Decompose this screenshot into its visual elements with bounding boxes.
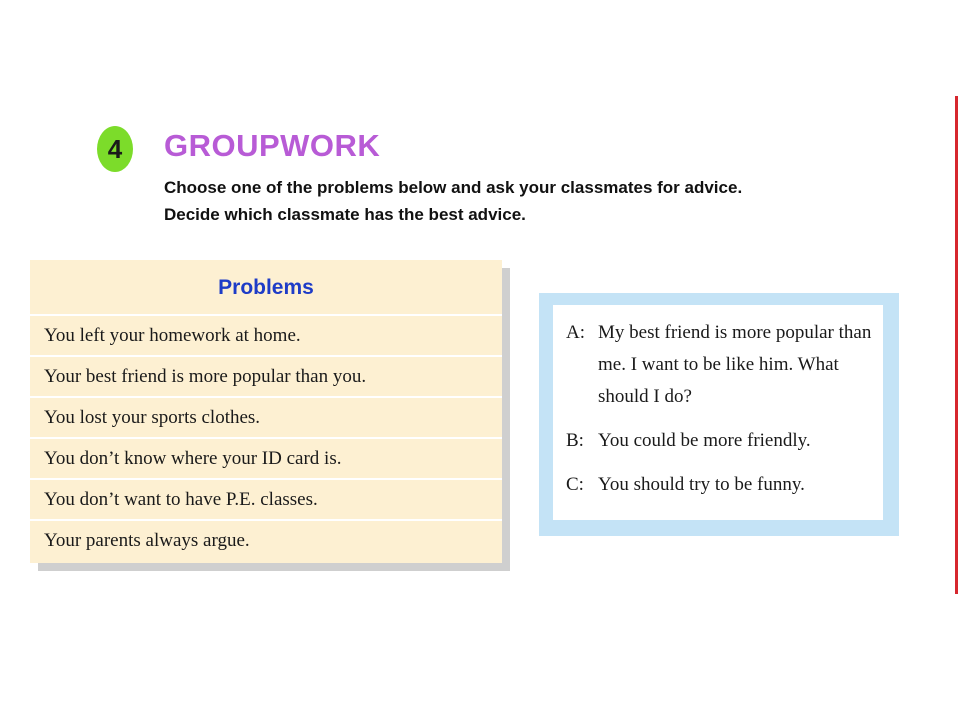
problem-item: Your parents always argue. <box>30 519 502 560</box>
problems-title: Problems <box>218 276 314 299</box>
dialogue-text-line: You should try to be funny. <box>598 474 805 495</box>
instruction-line: Choose one of the problems below and ask your classmates for advice. <box>164 178 743 197</box>
dialogue-card <box>539 293 899 536</box>
dialogue-line-a <box>566 317 873 413</box>
exercise-number: 4 <box>107 133 123 164</box>
speaker-label: B: <box>566 430 584 451</box>
dialogue-content <box>553 305 883 520</box>
page-edge-line <box>955 96 958 594</box>
exercise-number-badge <box>97 126 133 172</box>
dialogue-text-line: You could be more friendly. <box>598 430 811 451</box>
dialogue-line-c <box>566 469 873 501</box>
speaker-label: A: <box>566 322 585 343</box>
dialogue-line-b <box>566 425 873 457</box>
problem-item: You lost your sports clothes. <box>30 396 502 437</box>
problems-card <box>30 260 502 563</box>
instruction-line: Decide which classmate has the best advice. <box>164 205 526 224</box>
dialogue-text-line: should I do? <box>598 386 692 407</box>
problem-list <box>30 314 502 560</box>
exercise-title: GROUPWORK <box>164 128 381 163</box>
problem-item: You don’t want to have P.E. classes. <box>30 478 502 519</box>
dialogue-text-line: My best friend is more popular than <box>598 322 872 343</box>
speaker-label: C: <box>566 474 584 495</box>
problem-item: You don’t know where your ID card is. <box>30 437 502 478</box>
dialogue-text-line: me. I want to be like him. What <box>598 354 839 375</box>
dialogue-text <box>598 317 871 413</box>
problem-item: You left your homework at home. <box>30 314 502 355</box>
problem-item: Your best friend is more popular than you. <box>30 355 502 396</box>
exercise-instructions <box>164 174 944 228</box>
